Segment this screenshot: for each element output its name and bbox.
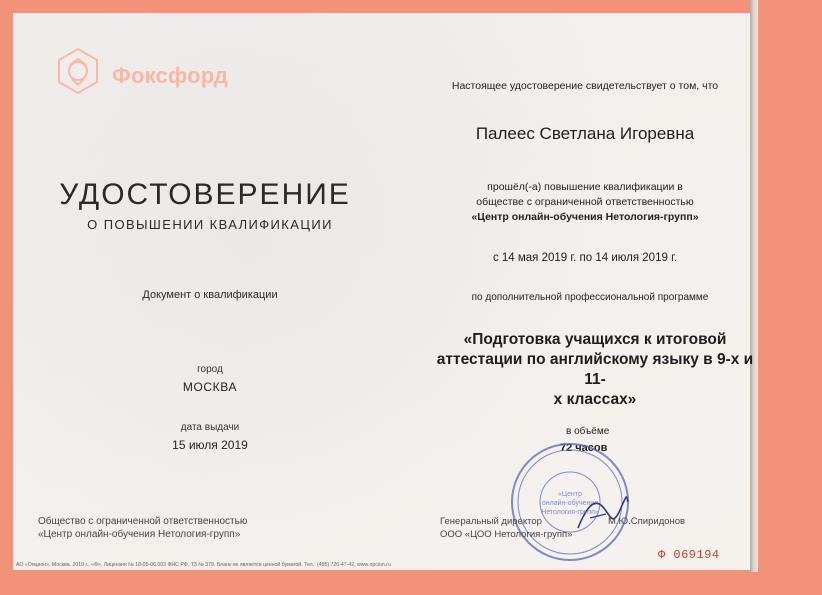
issuer-org-line1: Общество с ограниченной ответственностью [38,516,248,527]
city-value: МОСКВА [182,380,238,394]
director-title: Генеральный директор [440,516,542,527]
issuer-org-line2: «Центр онлайн-обучения Нетология-групп» [38,529,241,540]
person-name: Палеес Светлана Игоревна [475,124,695,143]
program-title-line: х классах» [553,391,637,408]
issue-date-label: дата выдачи [180,422,240,433]
stamp-text-3: Нетология-групп» [541,509,599,516]
stamp-text-2: онлайн-обучения [541,500,599,507]
foxford-logo-icon [52,45,104,97]
director-org: ООО «ЦОО Нетология-групп» [440,529,573,540]
issue-date-value: 15 июля 2019 [172,438,248,452]
right-border [758,0,822,595]
serial-number: Ф 069194 [658,548,720,562]
stamp-text-1: «Центр [558,491,582,498]
training-period: с 14 мая 2019 г. по 14 июля 2019 г. [492,252,678,264]
printer-footer: АО «Опцион», Москва, 2019 г., «Ф», Лицензия № 18-05-06.003 ФНС РФ, ТЗ № 379. Бланк не является ценной бумагой. Тел.: (495) 726-47-42, www.opcion.ru [16,562,391,568]
director-name: М.Ю.Спиридонов [608,516,686,527]
passed-line-2: обществе с ограниченной ответственностью [476,196,694,208]
passed-line-3: «Центр онлайн-обучения Нетология-групп» [471,211,699,223]
brand-name: Фоксфорд [112,63,229,88]
program-title-line: аттестации по английскому языку в 9-х и 11- [436,351,754,388]
volume-label: в объёме [566,426,610,437]
certificate-intro: Настоящее удостоверение свидетельствует о том, что [451,80,719,92]
director-signature [572,488,632,536]
city-label: город [197,364,223,375]
certificate-subtitle: О ПОВЫШЕНИИ КВАЛИФИКАЦИИ [87,217,333,232]
passed-line-1: прошёл(-а) повышение квалификации в [487,181,683,193]
program-label: по дополнительной профессиональной программе [471,292,709,303]
certificate-title: УДОСТОВЕРЕНИЕ [59,178,351,211]
document-type: Документ о квалификации [142,289,278,301]
program-title-line: «Подготовка учащихся к итоговой [463,331,727,348]
volume-value: 72 часов [560,442,608,454]
program-title [430,330,760,410]
bottom-border [0,572,822,595]
